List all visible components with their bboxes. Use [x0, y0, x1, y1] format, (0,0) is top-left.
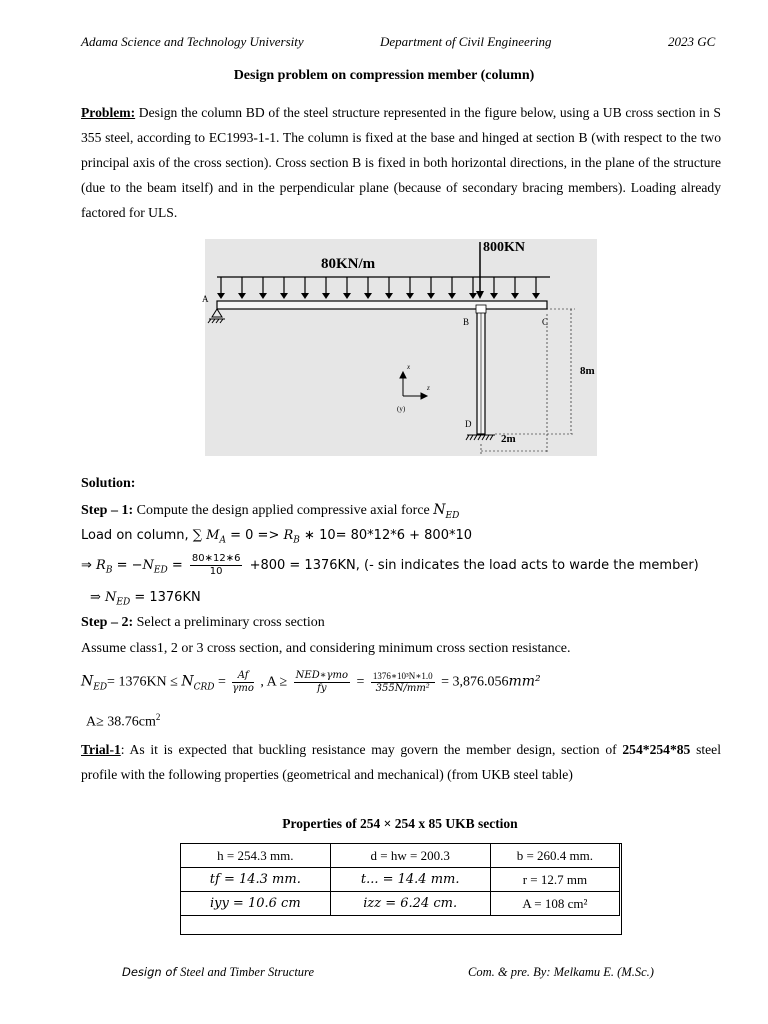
eq-frac1-num: Af: [232, 670, 253, 683]
step1-label: Step – 1:: [81, 503, 134, 518]
eq-frac3-num: 1376∗10³N∗1.0: [372, 671, 433, 681]
properties-table: [180, 843, 620, 916]
table-cell: iyy = 10.6 cm: [181, 892, 331, 916]
eq-area: , A ≥: [256, 674, 291, 690]
label-C: C: [542, 317, 549, 327]
load-line-mid: = 0 =>: [226, 528, 284, 543]
table-cell: A = 108 cm²: [490, 892, 619, 916]
table-row: [181, 892, 620, 916]
eq-ncrd: N: [181, 673, 194, 690]
ned-rest: = 1376KN: [130, 590, 201, 605]
header-university: Adama Science and Technology University: [81, 34, 304, 49]
step2-label: Step – 2:: [81, 615, 134, 630]
rb-frac-den: 10: [209, 566, 223, 577]
table-cell: b = 260.4 mm.: [490, 844, 619, 868]
table-cell: izz = 6.24 cm.: [330, 892, 490, 916]
problem-text: Design the column BD of the steel structure represented in the figure below, using a UB cross section in S 355 steel, according to EC1993-1-1. The column is fixed at the base and hinged at section B (with respect to the two principal axis of the cross section). Cross section B is fixed in both horizontal directions, in the plane of the structure (due to the beam itself) and in the perpendicular plane (because of secondary bracing members). Loading already factored for ULS.: [81, 105, 721, 220]
eq-part1: = 1376KN ≤: [107, 674, 182, 690]
udl-label: 80KN/m: [321, 256, 376, 272]
step1-var: N: [433, 502, 446, 518]
table-cell: r = 12.7 mm: [490, 868, 619, 892]
table-row: [181, 844, 620, 868]
axes-icon: [400, 372, 427, 399]
eq-frac3-den: 355N/mm²: [375, 683, 430, 694]
eq-ned-sub: ED: [93, 682, 108, 693]
footer-author: Com. & pre. By: Melkamu E. (M.Sc.): [468, 965, 654, 979]
trial-label: Trial-1: [81, 742, 121, 757]
eq-ned: N: [81, 673, 94, 690]
footer-course-b: Steel and Timber Structure: [180, 965, 315, 979]
axis-y-label: (y): [397, 405, 406, 413]
load-line-rb: R: [283, 528, 294, 543]
structure-diagram: [205, 239, 597, 456]
hinge-B: [476, 305, 486, 313]
table-cell: t... = 14.4 mm.: [330, 868, 490, 892]
step2-line: [81, 615, 325, 631]
trial-text-1: : As it is expected that buckling resistance may govern the member design, section of: [120, 742, 623, 757]
label-D: D: [465, 419, 472, 429]
load-line-rest: ∗ 10: [299, 528, 336, 543]
rb-arrow: ⇒: [81, 558, 97, 573]
ned-line: [90, 590, 201, 608]
ned-sub: ED: [116, 597, 131, 608]
header-year: 2023 GC: [668, 34, 716, 49]
table-cell: h = 254.3 mm.: [181, 844, 331, 868]
trial-section: 254*254*85: [622, 742, 691, 757]
assume-line: Assume class1, 2 or 3 cross section, and considering minimum cross section resistance.: [81, 641, 571, 656]
eq-frac2: [294, 670, 350, 695]
eq-frac2-den: fy: [317, 683, 327, 694]
header-department: Department of Civil Engineering: [380, 34, 552, 49]
ned-var: ⇒ N: [90, 590, 117, 605]
trial-paragraph: [81, 737, 721, 787]
resistance-equation: [81, 670, 541, 695]
eq-frac1-den: γmo: [232, 683, 254, 694]
eq-frac2-num: NED∗γmo: [295, 670, 348, 681]
structure-figure: [202, 239, 597, 456]
trial-text-2: steel profile with the following properties (geometrical and mechanical) (from UKB steel table): [81, 742, 721, 782]
load-line-expr: = 80*12*6 + 800*10: [335, 528, 473, 543]
rb-frac-num: 80∗12∗6: [191, 553, 241, 564]
axis-x-label: x: [407, 363, 411, 371]
load-line-rb-sub: B: [293, 535, 300, 546]
dimension-lines: [481, 309, 575, 454]
beam: [217, 301, 547, 309]
footer-course: [122, 965, 314, 980]
fixed-support-D: [466, 435, 495, 440]
label-A: A: [202, 294, 209, 304]
height-label: 8m: [580, 365, 595, 377]
area-text: A≥ 38.76cm: [86, 714, 156, 730]
area-sup: 2: [155, 712, 161, 722]
step1-line: [81, 502, 459, 521]
span-label: 2m: [501, 433, 516, 445]
page-title: Design problem on compression member (column): [233, 68, 535, 83]
problem-label: Problem:: [81, 105, 136, 120]
eq-frac3: [371, 670, 435, 695]
eq-eq: =: [214, 674, 230, 690]
area-line: [86, 712, 160, 731]
load-line: [81, 528, 472, 546]
table-cell: tf = 14.3 mm.: [181, 868, 331, 892]
step1-sub: ED: [445, 510, 460, 521]
step2-text: Select a preliminary cross section: [133, 615, 325, 630]
load-line-sub: A: [219, 535, 226, 546]
pin-support-A: [208, 309, 225, 323]
rb-line: ⇒ $R_B = -N_{ED}$ = $\frac{80∗12∗6}{10}$ +800 = 1376KN, (- sin indicates the load acts to warde the member): [81, 553, 699, 577]
problem-paragraph: [81, 100, 721, 225]
table-cell: d = hw = 200.3: [330, 844, 490, 868]
footer-course-a: Design of: [122, 965, 181, 979]
rb-rest: +800 = 1376KN, (- sin indicates the load acts to warde the member): [245, 558, 699, 573]
label-B: B: [463, 317, 470, 327]
eq-result: = 3,876.056: [437, 674, 509, 690]
load-line-sum: ∑ M: [192, 528, 220, 543]
table-row: [181, 868, 620, 892]
eq-eq2: =: [352, 674, 368, 690]
solution-heading: Solution:: [81, 476, 136, 491]
step1-text: Compute the design applied compressive axial force: [133, 503, 434, 518]
eq-frac1: [232, 670, 253, 695]
eq-result-unit: mm²: [508, 673, 541, 690]
table-caption: Properties of 254 × 254 x 85 UKB section: [282, 816, 518, 831]
rb-fraction: [190, 553, 243, 578]
eq-ncrd-sub: CRD: [193, 682, 215, 693]
point-load-label: 800KN: [483, 240, 525, 255]
load-line-prefix: Load on column,: [81, 528, 193, 543]
axis-z-label: z: [427, 384, 430, 392]
